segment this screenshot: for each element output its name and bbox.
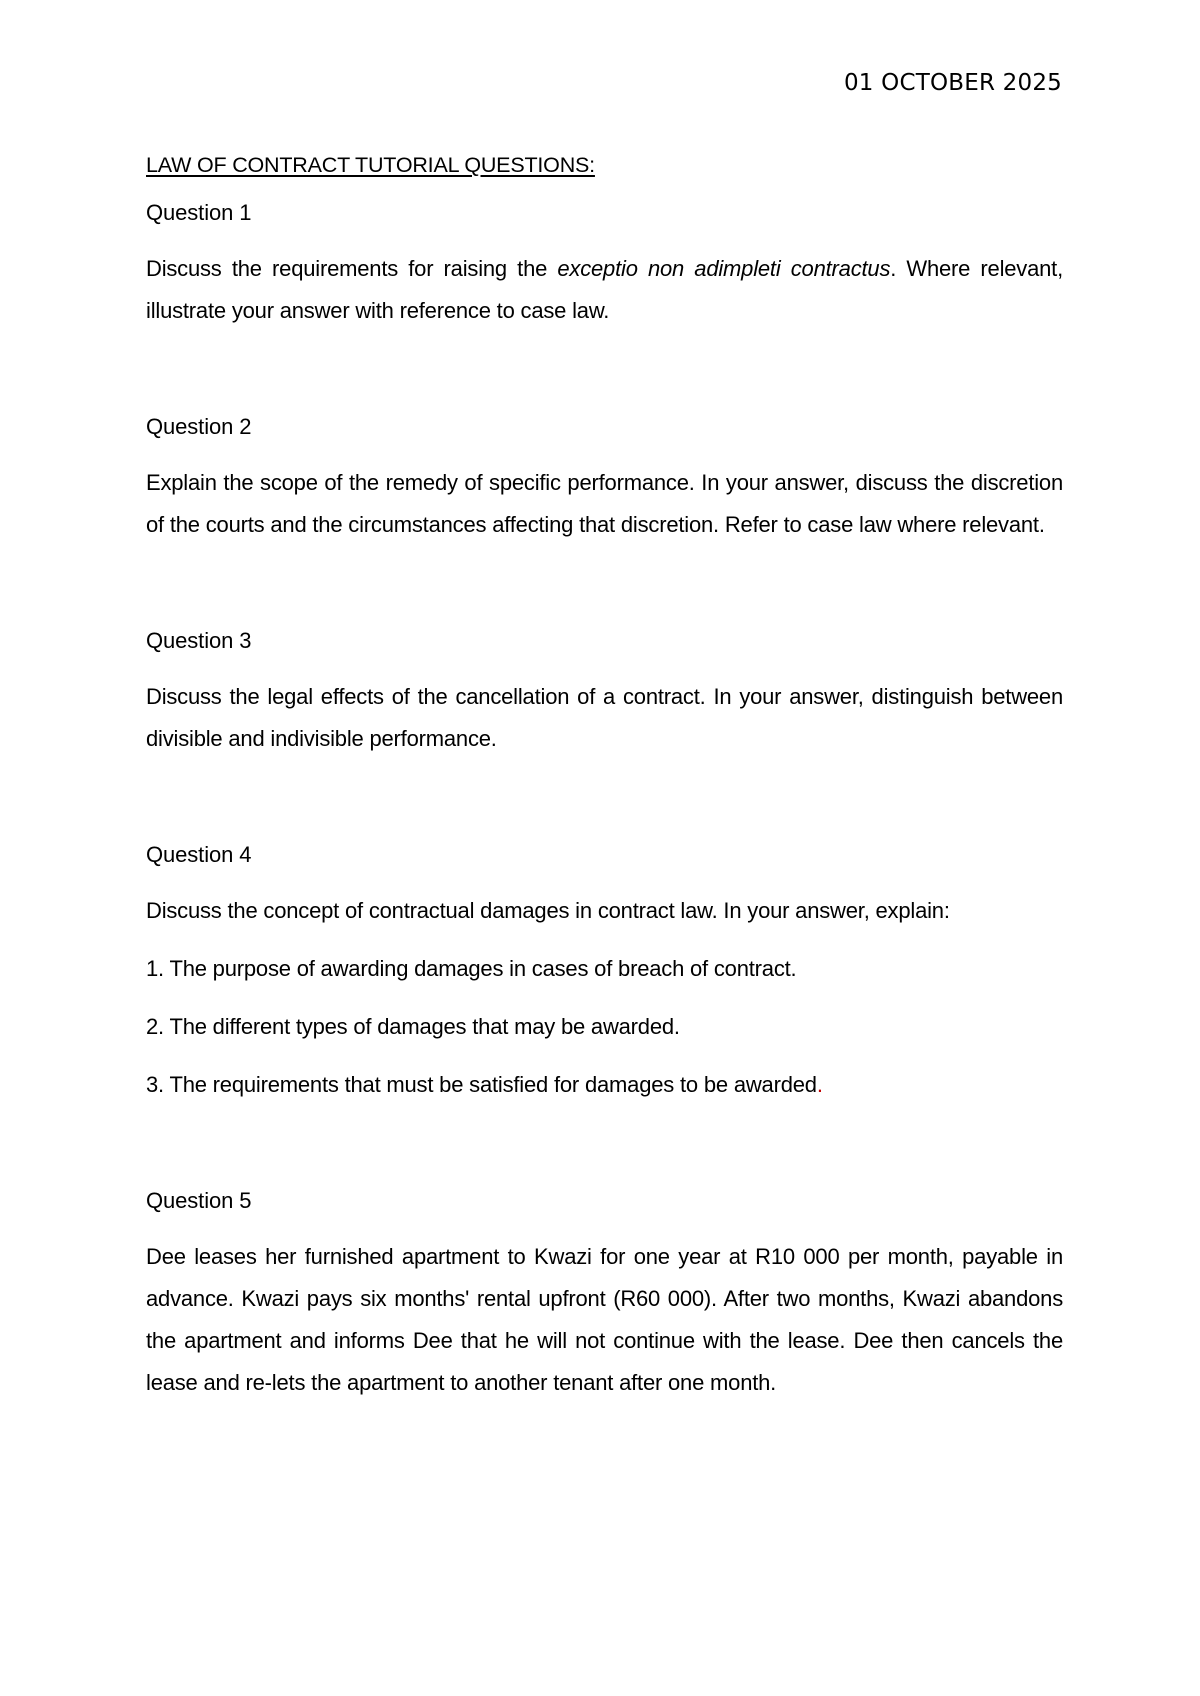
list-item: 2. The different types of damages that may be awarded. — [146, 1014, 680, 1039]
question-text — [146, 248, 1063, 332]
question-heading: Question 1 — [146, 200, 252, 225]
question-heading: Question 5 — [146, 1188, 252, 1213]
red-period: . — [816, 1072, 823, 1097]
question-text: Discuss the legal effects of the cancellation of a contract. In your answer, distinguish between divisible and indivisible performance. — [146, 684, 1063, 751]
question-text: Discuss the concept of contractual damages in contract law. In your answer, explain: — [146, 898, 950, 923]
question-2 — [146, 406, 1063, 546]
question-text-part: Discuss the requirements for raising the — [146, 256, 558, 281]
question-heading: Question 4 — [146, 842, 252, 867]
document-title: LAW OF CONTRACT TUTORIAL QUESTIONS: — [146, 153, 595, 177]
document-body — [146, 144, 1063, 1478]
question-3 — [146, 620, 1063, 760]
question-heading: Question 2 — [146, 414, 252, 439]
question-4 — [146, 834, 1063, 1106]
latin-term: exceptio non adimpleti contractus — [557, 256, 891, 281]
question-1 — [146, 192, 1063, 332]
document-date: 01 OCTOBER 2025 — [843, 70, 1062, 96]
list-item — [146, 1064, 1063, 1106]
question-5 — [146, 1180, 1063, 1404]
list-item: 1. The purpose of awarding damages in cases of breach of contract. — [146, 956, 797, 981]
question-text-part: . Where relevant, illustrate your answer with reference to case law. — [146, 256, 1063, 323]
list-item-text: 3. The requirements that must be satisfied for damages to be awarded — [146, 1072, 817, 1097]
question-text: Explain the scope of the remedy of specific performance. In your answer, discuss the discretion of the courts and the circumstances affecting that discretion. Refer to case law where relevant. — [146, 470, 1063, 537]
question-heading: Question 3 — [146, 628, 252, 653]
question-text: Dee leases her furnished apartment to Kwazi for one year at R10 000 per month, payable in advance. Kwazi pays six months' rental upfront (R60 000). After two months, Kwazi abandons the apartment and informs Dee that he will not continue with the lease. Dee then cancels the lease and re-lets the apartment to another tenant after one month. — [146, 1244, 1063, 1395]
